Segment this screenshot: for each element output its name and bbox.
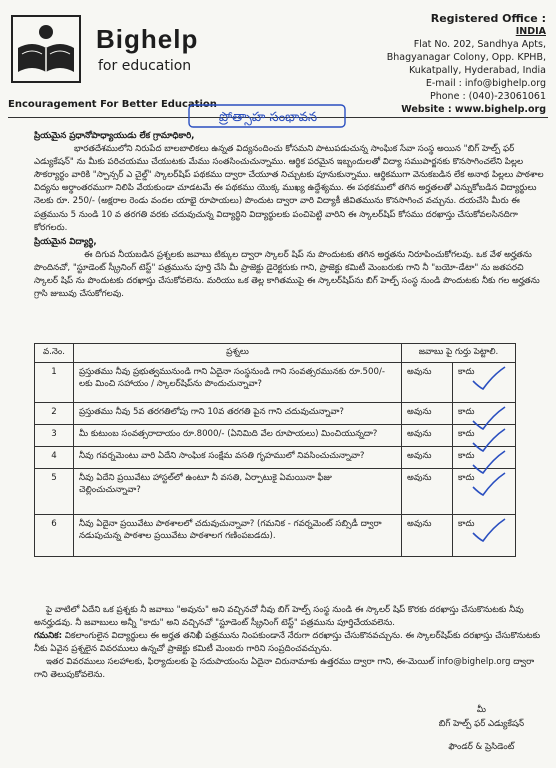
answer-yes-option[interactable]: అవును <box>402 425 453 447</box>
answer-no-label: కాదు <box>458 429 475 439</box>
col-header-questions: ప్రశ్నలు <box>74 344 402 363</box>
question-text: నీవు ఏదేని ప్రయివేటు హాస్టల్‌లో ఉంటూ నీ వసతి, ఏర్పాటుకై ఏమయినా ఫీజు చెల్లించుచున్నావా? <box>74 469 402 515</box>
instruction-paragraph: ఈ దిగువ నీయబడిన ప్రశ్నలకు జవాబు టిక్కుల ద్వారా స్కాలర్ షిప్ ను పొందుటకు తగిన అర్హతను నిరూపించుకోగలవు. ఒక వేళ అర్హతను పొందినచో, "స్టూడెంట్ స్క్రీనింగ్ టెస్ట్" పత్రమును పూర్తి చేసి మీ ప్రాజెక్టు డైరెక్టరుకు గాని, ప్రాజెక్టు కమిటీ మెంబరుకు గాని నీ "బయో-డేటా" ను జతపరచి స్కాలర్ షిప్ ను పొందుటకు దరఖాస్తు చేసుకోవలెను. మరియు ఒక తెల్ల కాగితముపై ఈ స్కాలర్‌షిప్‌ను బిగ్ హెల్ప్ సంస్థ నుండి పొందుటకు నీకు గల అర్హతను గ్రాసి జుబువు చేసుకోగలవు. <box>34 250 540 300</box>
answer-no-option[interactable] <box>453 447 516 469</box>
answer-no-label: కాదు <box>458 451 475 461</box>
answer-no-option[interactable] <box>453 515 516 557</box>
answer-yes-option[interactable]: అవును <box>402 469 453 515</box>
contact-paragraph: ఇతర వివరములు సలహాలకు, ఫిర్యాదులకు పై సదుపాయంను ఏదైనా చిరునామాకు ఉత్తరము ద్వారా గాని, ఈ-మెయిల్ info@bighelp.org ద్వారా గాని తెలుపుకోవలెను. <box>34 657 535 681</box>
reg-address-line: Flat No. 202, Sandhya Apts, <box>413 39 546 50</box>
reg-office-title: Registered Office : <box>430 12 546 25</box>
signature-title: ఫౌండర్ & ప్రెసిడెంట్ <box>448 742 515 752</box>
table-row <box>35 447 516 469</box>
question-number: 2 <box>35 403 74 425</box>
table-row <box>35 363 516 403</box>
checkmark-icon <box>471 517 507 543</box>
answer-no-label: కాదు <box>458 473 475 483</box>
closing-notes <box>34 604 544 683</box>
col-header-no: వ.నెం. <box>35 344 74 363</box>
col-header-answer: జవాబు పై గుర్తు పెట్టాలి. <box>402 344 516 363</box>
stamp-text: ప్రోత్సాహ సంభావన <box>218 110 318 125</box>
question-text: ప్రస్తుతము నీవు ప్రభుత్వమునుండి గాని ఏదైనా సంస్థనుండి గాని సంవత్సరమునకు రూ.500/- లకు మించి సహాయం / స్కాలర్‌షిప్‌ను పొందుచున్నావా? <box>74 363 402 403</box>
reg-website: Website : www.bighelp.org <box>401 104 546 115</box>
question-number: 5 <box>35 469 74 515</box>
answer-no-option[interactable] <box>453 363 516 403</box>
eligibility-table <box>34 343 516 557</box>
salutation-headmaster: ప్రియమైన ప్రధానోపాధ్యాయుడు లేక గ్రామాధికారి, <box>34 131 195 141</box>
table-header-row <box>35 344 516 363</box>
answer-no-option[interactable] <box>453 469 516 515</box>
question-number: 3 <box>35 425 74 447</box>
checkmark-icon <box>471 365 507 391</box>
signature-line: మీ <box>476 705 486 715</box>
signature-org: బిగ్ హెల్ప్ ఫర్ ఎడ్యుకేషన్ <box>438 719 524 729</box>
signature-block <box>439 703 524 754</box>
brand-name: Bighelp <box>96 24 199 54</box>
salutation-student: ప్రియమైన విద్యార్థి, <box>34 237 97 247</box>
question-number: 4 <box>35 447 74 469</box>
note-text: వికలాంగులైన విద్యార్థులు ఈ అర్హత తనిఖీ పత్రమును నింపకుండానే నేరుగా దరఖాస్తు చేసుకొనవచ్చును. ఈ స్కాలర్‌షిప్‌కు దరఖాస్తు చేసుకొనుటకు నీకు ఏవైన ప్రశ్నలైన వివరములు ఉన్నచో ప్రాజెక్టు కమిటీ మెంబరు గారిని సంప్రదించవచ్చును. <box>34 631 541 655</box>
intro-paragraph: భారతదేశములోని నిరుపేద బాలబాలికలు ఉన్నత విద్యనందించు కోసమని పాటుపడుచున్న సాంఘిక సేవా సంస్థ అయిన "బిగ్ హెల్ప్ ఫర్ ఎడ్యుకేషన్" ను మీకు పరిచయము చేయుటకు మేము సంతసించుచున్నాము. ఆర్థిక పరమైన ఇబ్బందులతో విద్యా సముపార్జనకు కొనసాగించలేని పిల్లల సౌకర్యార్థం వారికి "స్పాన్సర్ ఎ చైల్డ్" స్కాలర్‌షిప్ పథకము ద్వారా చేయూత నిచ్చుటకు పూనుకున్నాము. ఆర్థికముగా వెనుకబడిన లేక అనాథ పిల్లలు పాఠశాల విద్యను అర్థాంతరముగా నిలిపి వేయకుండా చూడటమే ఈ పథకము యొక్క ముఖ్య ఉద్దేశ్యము. ఈ పథకములో తగిన అర్హతలతో ఎన్నుకోబడిన విద్యార్థులు నెలకు రూ. 250/- (అక్షరాల రెండు వందల యాభై రూపాయలు) పొందుట ద్వారా వారి విద్యాకీ జీవితమును కొనసాగించ వచ్చును. దయచేసి మీరు ఈ పత్రమును 5 నుండి 10 వ తరగతి వరకు చదువుచున్న విద్యార్థిని విద్యార్థులకు పంచిపెట్టి వారిని ఈ స్కాలర్‌షిప్ కోసము దరఖాస్తు చేసుకోవలసినదిగా కోరగలరు. <box>34 144 544 233</box>
answer-yes-option[interactable]: అవును <box>402 515 453 557</box>
checkmark-icon <box>471 471 507 497</box>
answer-rule-paragraph: పై వాటిలో ఏదేని ఒక ప్రశ్నకు నీ జవాబు "అవును" అని వచ్చినచో నీవు బిగ్ హెల్ప్ సంస్థ నుండి ఈ స్కాలర్ షిప్ కొరకు దరఖాస్తు చేసుకొనుటకు నీవు అనర్హుడవు. నీ జవాబులు అన్నీ "కాదు" అని వచ్చినచో "స్టూడెంట్ స్క్రీనింగ్ టెస్ట్" పత్రమును పూర్తిచేయవలెను. <box>34 605 524 629</box>
answer-no-option[interactable] <box>453 403 516 425</box>
registered-office-block <box>356 12 546 116</box>
reg-phone: Phone : (040)-23061061 <box>430 91 546 102</box>
table-row <box>35 469 516 515</box>
tagline: Encouragement For Better Education <box>8 99 217 110</box>
question-text: మీ కుటుంబ సంవత్సరాదాయం రూ.8000/- (ఏనిమిది వేల రూపాయలు) మించియున్నదా? <box>74 425 402 447</box>
answer-no-label: కాదు <box>458 407 475 417</box>
reg-address-line: Bhagyanagar Colony, Opp. KPHB, <box>386 52 546 63</box>
answer-no-label: కాదు <box>458 519 475 529</box>
encouragement-stamp <box>188 103 348 129</box>
answer-yes-option[interactable]: అవును <box>402 403 453 425</box>
reg-address-line: Kukatpally, Hyderabad, India <box>408 65 546 76</box>
question-text: నీవు గవర్నమెంటు వారి ఏదేని సాంఘిక సంక్షేమ వసతి గృహములో నివసించుచున్నావా? <box>74 447 402 469</box>
table-row <box>35 403 516 425</box>
note-paragraph <box>34 630 544 656</box>
reg-country: INDIA <box>515 26 546 37</box>
table-row <box>35 425 516 447</box>
table-row <box>35 515 516 557</box>
student-instructions <box>34 236 544 301</box>
answer-no-option[interactable] <box>453 425 516 447</box>
question-text: ప్రస్తుతము నీవు 5వ తరగతిలోపు గాని 10వ తరగతి పైన గాని చదువుచున్నావా? <box>74 403 402 425</box>
answer-yes-option[interactable]: అవును <box>402 363 453 403</box>
answer-no-label: కాదు <box>458 367 475 377</box>
book-reader-logo-icon <box>10 14 82 84</box>
answer-yes-option[interactable]: అవును <box>402 447 453 469</box>
note-label: గమనిక: <box>34 631 63 642</box>
reg-email: E-mail : info@bighelp.org <box>425 78 546 89</box>
brand-subtitle: for education <box>98 58 192 74</box>
question-number: 1 <box>35 363 74 403</box>
question-text: నీవు ఏదైనా ప్రయివేటు పాఠశాలలో చదువుచున్నావా? (గమనిక - గవర్నమెంట్ సబ్సిడీ ద్వారా నడుపుచున్న పాఠశాల ప్రయివేటు పాఠశాలగ గణింపబడదు). <box>74 515 402 557</box>
letter-intro <box>34 130 544 235</box>
question-number: 6 <box>35 515 74 557</box>
